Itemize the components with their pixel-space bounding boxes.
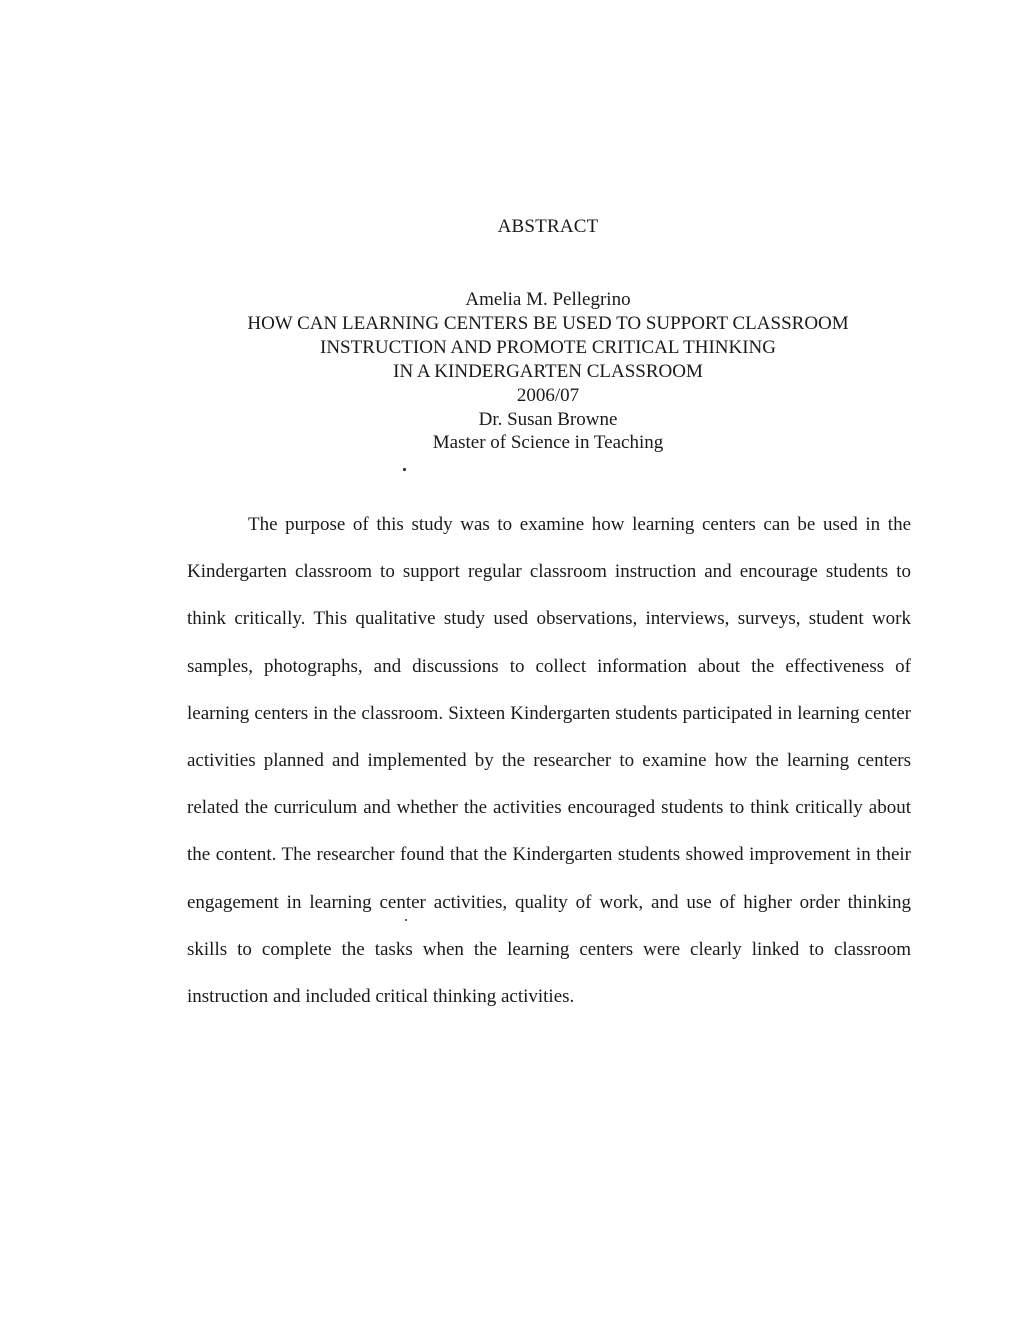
thesis-title-line-2: INSTRUCTION AND PROMOTE CRITICAL THINKING [320, 336, 776, 358]
thesis-title-line-3: IN A KINDERGARTEN CLASSROOM [393, 360, 703, 382]
abstract-paragraph: The purpose of this study was to examine how learning centers can be used in the Kindergarten classroom to support regular classroom instruction and encourage students to think critically. This qualitative study used observations, interviews, surveys, student work samples, photographs, and discussions to collect information about the effectiveness of learning centers in the classroom. Sixteen Kindergarten students participated in learning center activities planned and implemented by the researcher to examine how the learning centers related the curriculum and whether the activities encouraged students to think critically about the content. The researcher found that the Kindergarten students showed improvement in their engagement in learning center activities, quality of work, and use of higher order thinking skills to complete the tasks when the learning centers were clearly linked to classroom instruction and included critical thinking activities. [187, 514, 911, 1008]
thesis-year: 2006/07 [516, 384, 580, 406]
front-matter [0, 288, 1024, 455]
author-name: Amelia M. Pellegrino [465, 289, 631, 310]
thesis-title-line-1: HOW CAN LEARNING CENTERS BE USED TO SUPPORT CLASSROOM [247, 312, 849, 334]
abstract-heading: ABSTRACT [497, 216, 599, 237]
thesis-advisor: Dr. Susan Browne [478, 408, 618, 430]
degree-program: Master of Science in Teaching [432, 432, 664, 454]
scan-speck [403, 468, 406, 471]
